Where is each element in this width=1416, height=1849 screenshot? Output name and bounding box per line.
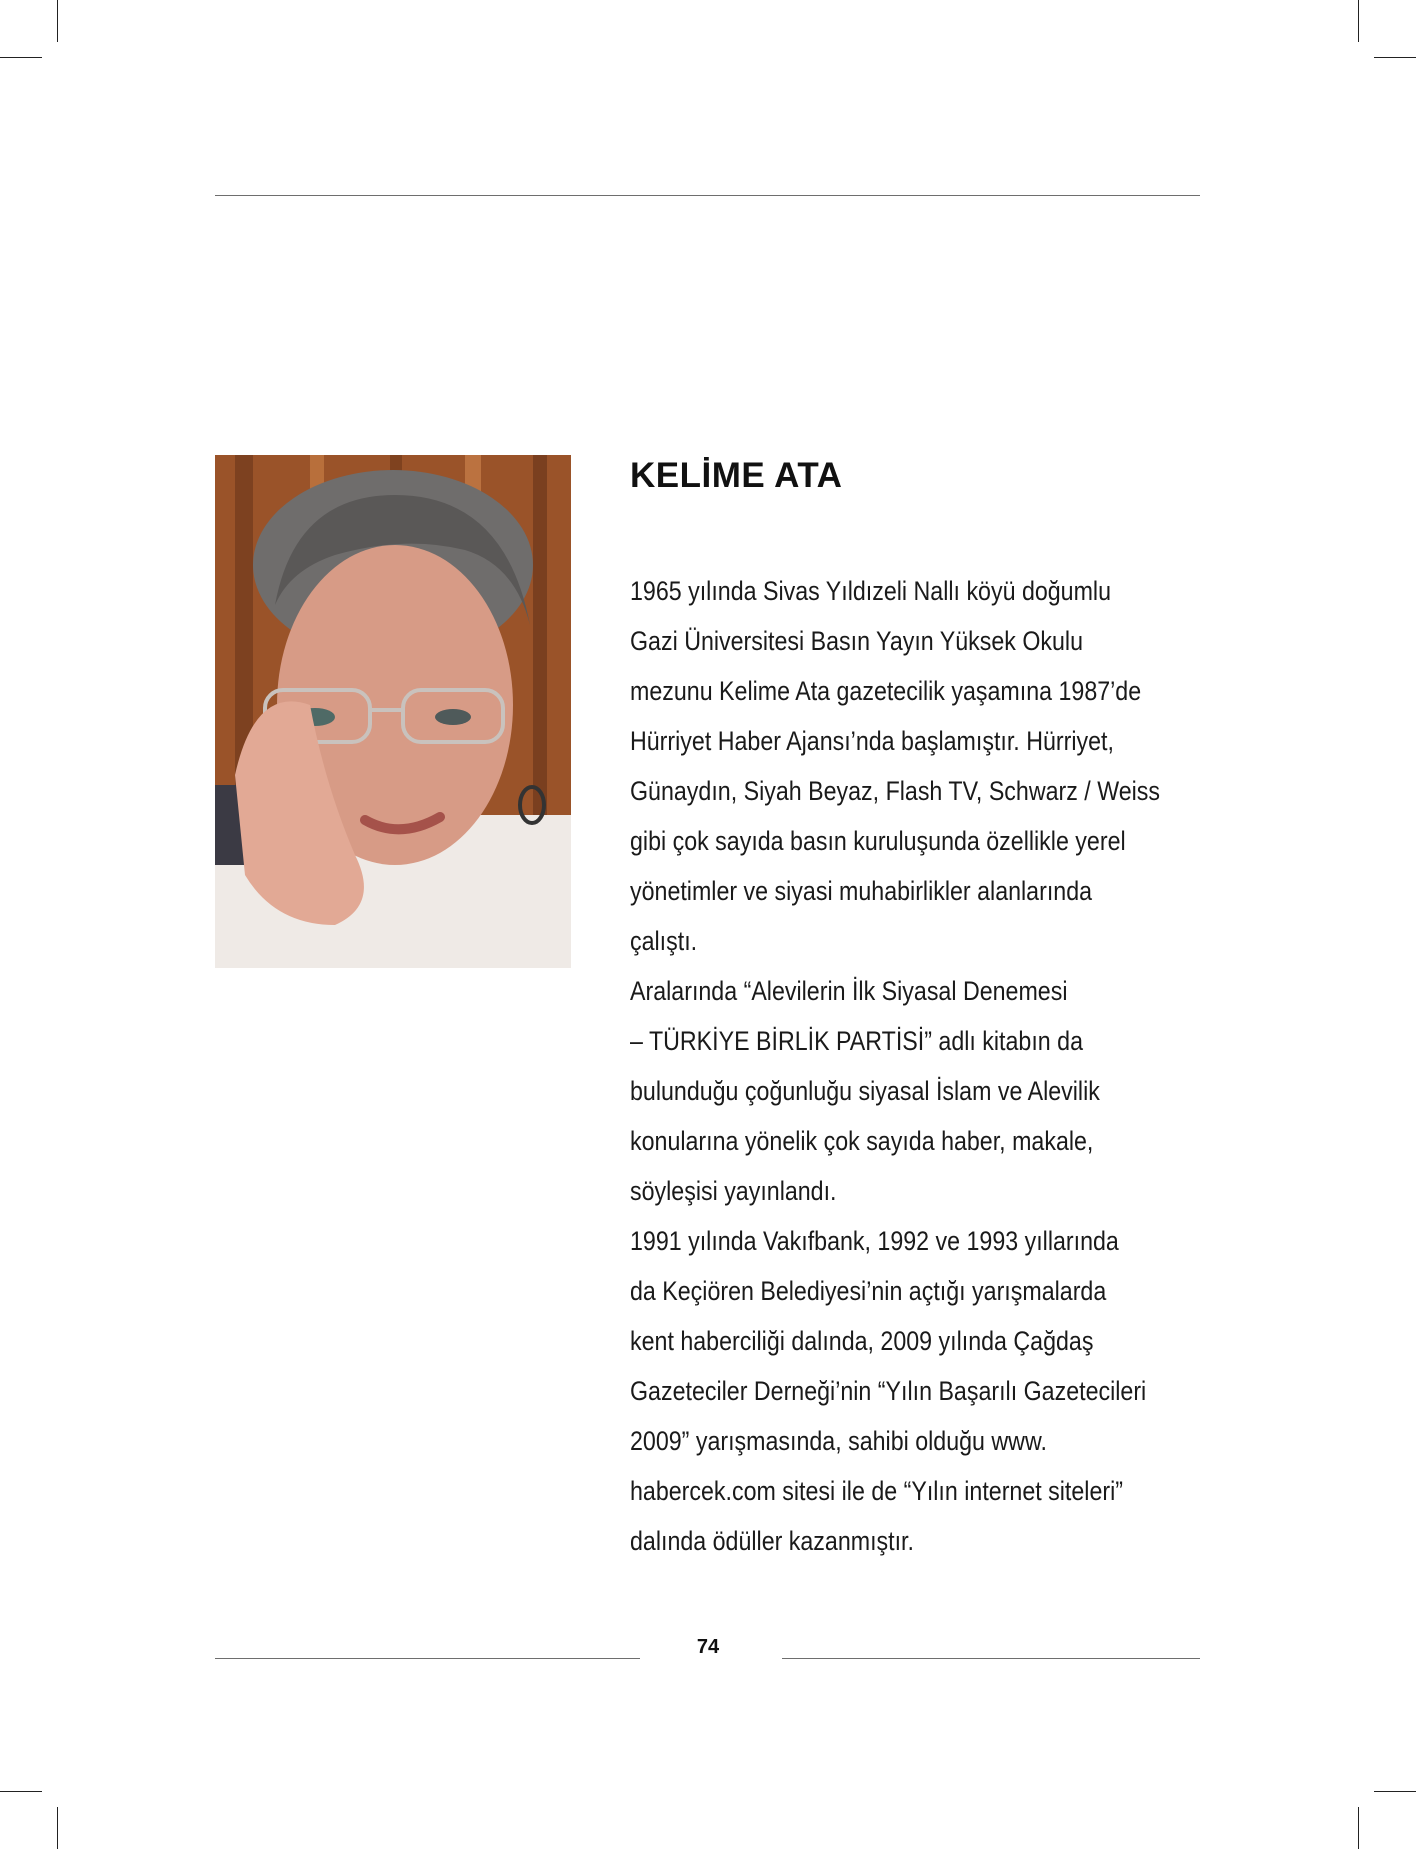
biography-line: Aralarında “Alevilerin İlk Siyasal Denemesi xyxy=(630,976,1068,1006)
biography-line: konularına yönelik çok sayıda haber, makale, xyxy=(630,1126,1094,1156)
biography-line: da Keçiören Belediyesi’nin açtığı yarışmalarda xyxy=(630,1276,1107,1306)
crop-mark xyxy=(1358,0,1359,42)
biography-line: kent haberciliği dalında, 2009 yılında Çağdaş xyxy=(630,1326,1094,1356)
biography-line: dalında ödüller kazanmıştır. xyxy=(630,1526,914,1556)
biography-line: – TÜRKİYE BİRLİK PARTİSİ” adlı kitabın da xyxy=(630,1026,1083,1056)
biography-line: yönetimler ve siyasi muhabirlikler alanlarında xyxy=(630,876,1093,906)
biography-line: gibi çok sayıda basın kuruluşunda özellikle yerel xyxy=(630,826,1126,856)
header-rule xyxy=(215,195,1200,196)
footer-rule-left xyxy=(215,1658,640,1659)
biography-line: Günaydın, Siyah Beyaz, Flash TV, Schwarz / Weiss xyxy=(630,776,1161,806)
crop-mark xyxy=(57,1807,58,1849)
portrait-illustration xyxy=(215,455,571,968)
crop-mark xyxy=(1374,57,1416,58)
biography-line: bulunduğu çoğunluğu siyasal İslam ve Alevilik xyxy=(630,1076,1100,1106)
biography-line: 1965 yılında Sivas Yıldızeli Nallı köyü doğumlu xyxy=(630,576,1112,606)
biography-line: Gazeteciler Derneği’nin “Yılın Başarılı Gazetecileri xyxy=(630,1376,1147,1406)
crop-mark xyxy=(1358,1807,1359,1849)
biography-line: çalıştı. xyxy=(630,926,698,956)
crop-mark xyxy=(0,1791,42,1792)
biography-line: Gazi Üniversitesi Basın Yayın Yüksek Okulu xyxy=(630,626,1084,656)
biography-line: söyleşisi yayınlandı. xyxy=(630,1176,837,1206)
biography-line: habercek.com sitesi ile de “Yılın internet siteleri” xyxy=(630,1476,1123,1506)
biography-line: 2009” yarışmasında, sahibi olduğu www. xyxy=(630,1426,1047,1456)
page-number: 74 xyxy=(696,1636,720,1658)
crop-mark xyxy=(57,0,58,42)
biography-line: 1991 yılında Vakıfbank, 1992 ve 1993 yıllarında xyxy=(630,1226,1119,1256)
footer-rule-right xyxy=(782,1658,1200,1659)
biography-line: Hürriyet Haber Ajansı’nda başlamıştır. Hürriyet, xyxy=(630,726,1114,756)
portrait-photo xyxy=(215,455,571,968)
crop-mark xyxy=(1374,1791,1416,1792)
biography-text xyxy=(630,566,1230,1566)
person-name: KELİME ATA xyxy=(630,456,843,495)
crop-mark xyxy=(0,57,42,58)
biography-line: mezunu Kelime Ata gazetecilik yaşamına 1987’de xyxy=(630,676,1142,706)
